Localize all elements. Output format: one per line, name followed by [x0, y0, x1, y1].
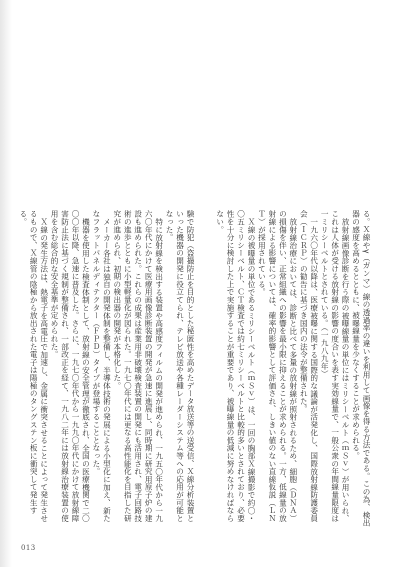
body-text-left-column — [18, 210, 195, 527]
body-text-right-column — [205, 210, 371, 527]
page-fold-shadow — [0, 0, 12, 567]
page-number: 013 — [21, 544, 36, 552]
paragraph: 放射線画像診断を行う際の被曝線量の単位にはミリシーベルト（ｍＳｖ）が用いられ、これは人体が受ける放射線の影響の度合いを表す実効線量で、一般公衆の年間線量限度は一ミリシーベルトとされている。（一九八九年） — [320, 210, 351, 522]
paragraph: 験で防犯（盗撮防止を目的とした秘匿性を高めたデータ放送等の送受信、Ｘ線分析装置といった機器の開発に役立てられ、テレビ放送や各種レーダーシステム等への応用が可能となった。 — [165, 210, 195, 522]
paragraph: Ｘ線の被曝量の単位であるミリシーベルト（ｍＳｖ）は、一回の胸部Ｘ線撮影で約〇・〇五ミリシーベルト、ＣＴ検査では約七ミリシーベルトと比較的多いとされており、必要性を十分に検討した上で実施することが重要であり、被曝線量の低減に努めなければならない。 — [215, 210, 257, 522]
paragraph: Ｘ線の発生方法は、熱電子を高電圧で加速し、金属に衝突させることによって発生させるもので、Ｘ線管の陰極から放出された電子は陽極のタングステン板に衝突して発生する。 — [18, 210, 49, 522]
paragraph: 特に放射線を検出する装置や高感度フィルムの開発が進められ、一九五〇年代から一九六〇年代にかけて医療用画像診断装置の開発が急速に進展し、同時期に研究用原子炉の建設も進められた。これらの成果は産業用非破壊検査装置の開発にも活用され、電子回路技術の進歩とともに小型軽量化が図られた。一九七〇年代には更なる高性能化を目指した研究が進められ、初期の検出器の開発が本格化した。 — [112, 210, 164, 522]
paragraph: 機器を使用した検査体制として、放射線の安全管理が徹底され、全国の医療機関で二〇〇〇年以降、急速に普及した。さらに、一九七〇年代から一九九〇年代にかけて放射線障害防止法に基づく規制が整備され、一部改正を経て、一九八二年には放射線治療装置の使用を含む総合的な安全基準が定められた。 — [50, 210, 91, 522]
paragraph: る。Ｘ線やγ（ガンマ）線の透過率の違いを利用して画像を得る方法である。この為、検出器の感度を高めるとともに、被曝線量を少なくすることが求められる。 — [351, 210, 371, 527]
paragraph: 一九六〇年代以降は、医療被曝に関する国際的な議論が活発化し、国際放射線防護委員会（ＩＣＲＰ）の勧告に基づき国内の法令が整備された。 — [299, 210, 319, 522]
paragraph: 放射線治療においては、診断と比べて多量の放射線が照射されるため、細胞（ＤＮＡ）の損傷を伴い、正常組織への影響を最小限に抑えることが求められる。一方、低線量の放射線による影響については、確率的影響として評価され、しきい値のない直線仮説（ＬＮＴ）が採用されている。 — [257, 210, 298, 522]
paragraph: メーカー各社は独自の開発体制を整備し、半導体技術の発展による小型化に加え、新たなフラットパネルディテクター（ＦＰＤ）タイプが登場することとなった。 — [91, 210, 112, 522]
